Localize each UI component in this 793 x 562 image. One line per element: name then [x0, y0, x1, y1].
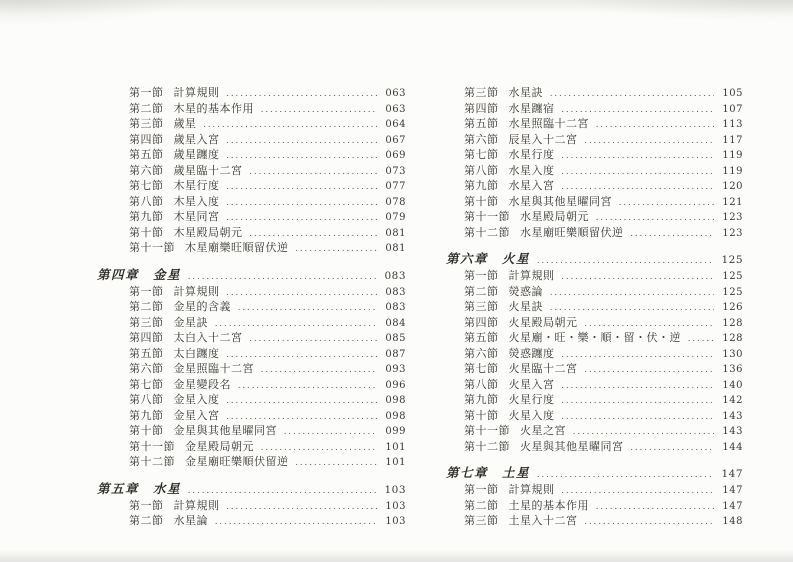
toc-row-number-label: 第十一節	[129, 440, 175, 453]
toc-row-title: 金星入度	[173, 394, 220, 406]
toc-row-number-label: 第一節	[129, 87, 164, 99]
toc-row-number-label: 第六節	[464, 347, 499, 360]
toc-row	[446, 146, 743, 162]
toc-row	[97, 193, 406, 209]
toc-row-page-number: 083	[385, 286, 406, 298]
toc-row-number-label: 第十節	[464, 195, 499, 208]
dot-leader	[631, 442, 715, 452]
toc-row-page-number: 098	[385, 395, 406, 406]
toc-row	[97, 314, 406, 330]
toc-row	[97, 115, 406, 131]
toc-row-page-number: 130	[722, 348, 743, 360]
toc-row-number-label: 第六節	[129, 164, 164, 177]
dot-leader	[585, 516, 715, 526]
toc-row	[97, 177, 406, 193]
toc-row-number-label: 第八節	[464, 378, 499, 391]
toc-row-page-number: 084	[385, 317, 406, 329]
toc-row	[446, 131, 743, 147]
toc-row	[97, 298, 406, 314]
toc-row	[446, 329, 743, 345]
toc-row	[97, 146, 406, 162]
toc-row-page-number: 083	[384, 269, 406, 282]
toc-row-page-number: 064	[385, 119, 406, 130]
toc-row	[446, 345, 743, 361]
toc-row-title: 火星廟・旺・樂・順・留・伏・逆	[508, 332, 681, 344]
dot-leader	[227, 181, 378, 191]
dot-leader	[227, 88, 378, 98]
toc-row-number-label: 第十一節	[464, 211, 510, 223]
toc-row-page-number: 125	[722, 286, 743, 298]
dot-leader	[562, 380, 715, 390]
dot-leader	[596, 501, 714, 511]
toc-row-number-label: 第八節	[129, 394, 164, 406]
toc-row-title: 水星訣	[508, 87, 543, 99]
toc-row	[446, 422, 743, 438]
toc-row-number-label: 第七節	[464, 149, 499, 161]
toc-row-title: 金星廟旺樂順伏留逆	[185, 456, 289, 468]
toc-row-number-label: 第七節	[129, 378, 164, 391]
dot-leader	[619, 197, 714, 207]
toc-row-number-label: 第七章	[446, 466, 489, 480]
dot-leader	[562, 485, 715, 495]
dot-leader	[215, 318, 377, 328]
toc-row-number-label: 第九節	[129, 409, 164, 422]
toc-row-number-label: 第五節	[129, 347, 164, 360]
dot-leader	[573, 426, 714, 436]
dot-leader	[261, 104, 377, 114]
toc-row	[446, 100, 743, 116]
toc-row-title: 計算規則	[173, 499, 220, 512]
dot-leader	[227, 287, 378, 297]
toc-row-number-label: 第十一節	[464, 425, 510, 437]
toc-row	[97, 162, 406, 178]
toc-row-title: 歲星	[173, 118, 197, 130]
toc-row-number-label: 第十節	[129, 425, 164, 437]
toc-row-number-label: 第十一節	[129, 242, 175, 254]
toc-row-number-label: 第三節	[129, 118, 164, 130]
toc-row-title: 木星同宮	[173, 211, 220, 223]
toc-row	[446, 391, 743, 407]
toc-row-number-label: 第六節	[129, 363, 164, 375]
toc-row-page-number: 063	[385, 103, 406, 115]
toc-row-page-number: 120	[722, 181, 743, 192]
toc-row-page-number: 147	[722, 500, 743, 512]
toc-row-title: 火星臨十二宮	[508, 363, 578, 375]
dot-leader	[562, 411, 715, 421]
toc-row	[446, 360, 743, 376]
toc-row-title: 計算規則	[508, 270, 555, 282]
toc-row-page-number: 103	[385, 500, 406, 512]
toc-row-page-number: 140	[722, 379, 743, 391]
toc-row-page-number: 081	[385, 243, 406, 254]
toc-row	[97, 283, 406, 299]
toc-row-number-label: 第十二節	[129, 456, 175, 468]
toc-row-number-label: 第三節	[464, 87, 499, 99]
toc-row-title: 火星與其他星曜同宮	[520, 440, 624, 453]
dot-leader	[227, 197, 378, 207]
toc-row-title: 火星入度	[508, 409, 555, 422]
toc-row-title: 太白入十二宮	[173, 332, 243, 344]
dot-leader	[562, 181, 715, 191]
toc-row-title: 金星變段名	[173, 378, 231, 391]
dot-leader	[296, 457, 378, 467]
dot-leader	[631, 228, 715, 238]
toc-row-title: 金星的含義	[173, 301, 231, 313]
toc-row	[97, 376, 406, 392]
toc-row	[446, 224, 743, 240]
dot-leader	[562, 150, 715, 160]
toc-row	[446, 249, 743, 266]
dot-leader	[596, 119, 714, 129]
toc-row-title: 火星之宮	[520, 425, 566, 437]
toc-row-page-number: 073	[385, 165, 406, 177]
toc-row-number-label: 第四節	[129, 133, 164, 146]
toc-row-title: 木星行度	[173, 180, 220, 192]
toc-row	[446, 407, 743, 423]
toc-row-title: 金星	[153, 267, 182, 282]
dot-leader	[296, 243, 378, 253]
toc-row-title: 歲星臨十二宮	[173, 164, 243, 177]
toc-row-number-label: 第一節	[129, 499, 164, 512]
toc-row-page-number: 101	[385, 441, 406, 453]
toc-row	[446, 463, 743, 480]
toc-row-number-label: 第三節	[129, 316, 164, 329]
dot-leader	[227, 212, 378, 222]
dot-leader	[204, 119, 378, 129]
toc-row-page-number: 119	[722, 165, 743, 177]
dot-leader	[215, 516, 377, 526]
toc-row	[446, 512, 743, 528]
toc-row-title: 木星入度	[173, 195, 220, 208]
toc-row-title: 水星行度	[508, 149, 555, 161]
toc-row-number-label: 第七節	[129, 180, 164, 192]
toc-row-title: 金星訣	[173, 316, 208, 329]
toc-row-page-number: 078	[385, 196, 406, 208]
dot-leader	[227, 501, 378, 511]
toc-row-number-label: 第五節	[464, 118, 499, 130]
toc-row	[97, 438, 406, 454]
toc-row-number-label: 第五節	[129, 149, 164, 161]
toc-row-page-number: 125	[722, 271, 743, 282]
toc-row-number-label: 第二節	[464, 285, 499, 298]
toc-row-page-number: 105	[722, 88, 743, 99]
toc-column-left	[97, 84, 406, 528]
toc-row-page-number: 085	[385, 333, 406, 344]
toc-row-page-number: 147	[722, 485, 743, 496]
toc-row	[97, 131, 406, 147]
toc-row-page-number: 077	[385, 181, 406, 192]
toc-row-number-label: 第十二節	[464, 226, 510, 239]
toc-row-number-label: 第六章	[446, 252, 489, 266]
toc-row-page-number: 079	[385, 212, 406, 223]
dot-leader	[250, 228, 378, 238]
dot-leader	[250, 166, 378, 176]
toc-row-title: 金星殿局朝元	[185, 440, 254, 453]
toc-row-number-label: 第三節	[464, 515, 499, 527]
toc-row-number-label: 第九節	[129, 211, 164, 223]
toc-row-page-number: 083	[385, 302, 406, 313]
dot-leader	[537, 255, 714, 265]
dot-leader	[585, 135, 715, 145]
toc-row-title: 水星躔宿	[508, 102, 555, 115]
toc-row-title: 水星入度	[508, 164, 555, 177]
toc-row	[97, 479, 406, 496]
toc-row	[97, 329, 406, 345]
toc-row-number-label: 第十節	[464, 409, 499, 422]
toc-row-title: 水星廟旺樂順留伏逆	[520, 226, 624, 239]
toc-row-title: 辰星入十二宮	[508, 133, 578, 146]
toc-row-page-number: 103	[385, 516, 406, 527]
toc-row	[446, 267, 743, 283]
toc-row-title: 水星殿局朝元	[520, 211, 589, 223]
dot-leader	[238, 380, 377, 390]
toc-row-page-number: 096	[385, 379, 406, 391]
toc-row-number-label: 第六節	[464, 133, 499, 146]
dot-leader	[596, 212, 714, 222]
scan-artifact-smudge	[0, 0, 180, 26]
toc-row-number-label: 第二節	[129, 301, 164, 313]
toc-column-right	[446, 84, 743, 528]
dot-leader	[227, 349, 378, 359]
toc-row-number-label: 第九節	[464, 394, 499, 406]
toc-row-title: 水星	[153, 481, 182, 496]
toc-row-page-number: 142	[722, 395, 743, 406]
toc-row-title: 熒惑躔度	[508, 347, 555, 360]
dot-leader	[227, 150, 378, 160]
toc-row	[446, 376, 743, 392]
dot-leader	[550, 287, 714, 297]
toc-row-title: 水星入宮	[508, 180, 555, 192]
toc-row-page-number: 067	[385, 134, 406, 146]
toc-row	[446, 193, 743, 209]
toc-row-title: 水星與其他星曜同宮	[508, 195, 612, 208]
toc-row-title: 計算規則	[173, 87, 220, 99]
toc-row-title: 計算規則	[173, 285, 220, 298]
toc-row-title: 木星殿局朝元	[173, 226, 243, 239]
dot-leader	[562, 349, 715, 359]
dot-leader	[227, 395, 378, 405]
dot-leader	[250, 333, 378, 343]
dot-leader	[550, 88, 714, 98]
toc-row-title: 木星廟樂旺順留伏逆	[185, 242, 289, 254]
toc-row	[97, 100, 406, 116]
toc-row-number-label: 第十二節	[464, 440, 510, 453]
toc-row-page-number: 103	[384, 483, 406, 496]
dot-leader	[585, 318, 715, 328]
toc-row	[97, 84, 406, 100]
toc-row	[446, 283, 743, 299]
toc-row-title: 太白躔度	[173, 347, 220, 360]
toc-row	[446, 208, 743, 224]
dot-leader	[284, 426, 377, 436]
toc-row-number-label: 第八節	[464, 164, 499, 177]
toc-row-page-number: 143	[722, 410, 743, 422]
toc-row-number-label: 第一節	[129, 285, 164, 298]
dot-leader	[550, 302, 714, 312]
toc-row-number-label: 第二節	[129, 515, 164, 527]
toc-row-number-label: 第十節	[129, 226, 164, 239]
toc-row	[97, 391, 406, 407]
toc-row-title: 水星論	[173, 515, 208, 527]
dot-leader	[562, 395, 715, 405]
toc-row	[446, 481, 743, 497]
toc-row-number-label: 第二節	[464, 499, 499, 512]
toc-row-page-number: 119	[722, 150, 743, 161]
toc-row-page-number: 101	[385, 457, 406, 468]
dot-leader	[688, 333, 714, 343]
toc-row-title: 火星入宮	[508, 378, 555, 391]
toc-row-page-number: 093	[385, 364, 406, 375]
toc-row-page-number: 148	[722, 516, 743, 527]
toc-row-title: 土星	[502, 466, 531, 480]
toc-row	[446, 162, 743, 178]
toc-row-page-number: 128	[722, 317, 743, 329]
toc-row	[446, 438, 743, 454]
toc-row-number-label: 第三節	[464, 301, 499, 313]
toc-row-page-number: 128	[722, 333, 743, 344]
dot-leader	[261, 442, 377, 452]
scan-artifact-smudge	[573, 0, 793, 22]
toc-row-number-label: 第五章	[97, 481, 140, 496]
toc-row-number-label: 第五節	[464, 332, 499, 344]
toc-row-page-number: 069	[385, 150, 406, 161]
toc-row	[97, 345, 406, 361]
toc-row-number-label: 第四節	[129, 332, 164, 344]
toc-row-title: 火星訣	[508, 301, 543, 313]
toc-row-number-label: 第一節	[464, 484, 499, 496]
toc-row-page-number: 113	[722, 119, 743, 130]
toc-row	[97, 239, 406, 255]
toc-row-page-number: 123	[722, 227, 743, 239]
toc-row-page-number: 117	[722, 134, 743, 146]
dot-leader	[562, 104, 715, 114]
toc-row-number-label: 第二節	[129, 102, 164, 115]
toc-row-title: 木星的基本作用	[173, 102, 254, 115]
scan-artifact-bottom-band	[0, 550, 793, 562]
toc-row-number-label: 第九節	[464, 180, 499, 192]
toc-row-title: 土星的基本作用	[508, 499, 589, 512]
dot-leader	[188, 271, 377, 281]
toc-row-title: 歲星入宮	[173, 133, 220, 146]
toc-row	[446, 84, 743, 100]
toc-row-number-label: 第四章	[97, 267, 140, 282]
dot-leader	[261, 364, 377, 374]
toc-row-page-number: 147	[721, 468, 743, 480]
toc-row	[97, 265, 406, 282]
toc-row-page-number: 098	[385, 410, 406, 422]
toc-row-page-number: 107	[722, 103, 743, 115]
toc-row-number-label: 第八節	[129, 195, 164, 208]
toc-row-number-label: 第一節	[464, 270, 499, 282]
toc-row-number-label: 第四節	[464, 102, 499, 115]
dot-leader	[238, 302, 377, 312]
toc-row-page-number: 144	[722, 441, 743, 453]
toc-row-page-number: 087	[385, 348, 406, 360]
toc-row-title: 金星照臨十二宮	[173, 363, 254, 375]
toc-row-page-number: 143	[722, 426, 743, 437]
dot-leader	[562, 166, 715, 176]
toc-row-page-number: 121	[722, 196, 743, 208]
toc-row-page-number: 123	[722, 212, 743, 223]
toc-row-title: 水星照臨十二宮	[508, 118, 589, 130]
dot-leader	[227, 135, 378, 145]
toc-row	[97, 360, 406, 376]
toc-row-title: 熒惑論	[508, 285, 543, 298]
toc-row	[97, 407, 406, 423]
toc-row	[97, 512, 406, 528]
toc-row-title: 歲星躔度	[173, 149, 220, 161]
toc-row-number-label: 第四節	[464, 316, 499, 329]
toc-row-title: 火星行度	[508, 394, 555, 406]
dot-leader	[537, 469, 714, 479]
toc-row-title: 土星入十二宮	[508, 515, 578, 527]
toc-row	[97, 453, 406, 469]
dot-leader	[562, 271, 715, 281]
toc-row	[446, 497, 743, 513]
toc-row-page-number: 063	[385, 88, 406, 99]
toc-row	[97, 497, 406, 513]
toc-row-title: 金星入宮	[173, 409, 220, 422]
toc-row	[97, 224, 406, 240]
toc-row-page-number: 126	[722, 302, 743, 313]
toc-row-title: 火星	[502, 252, 531, 266]
toc-row-page-number: 125	[721, 254, 743, 266]
toc-row-page-number: 081	[385, 227, 406, 239]
dot-leader	[188, 485, 377, 495]
toc-row-number-label: 第七節	[464, 363, 499, 375]
toc-row	[97, 422, 406, 438]
toc-row	[446, 298, 743, 314]
toc-row	[446, 115, 743, 131]
dot-leader	[585, 364, 715, 374]
toc-row-title: 計算規則	[508, 484, 555, 496]
dot-leader	[227, 411, 378, 421]
toc-row	[97, 208, 406, 224]
toc-row-title: 金星與其他星曜同宮	[173, 425, 277, 437]
toc-row	[446, 314, 743, 330]
toc-row-page-number: 099	[385, 426, 406, 437]
toc-row-page-number: 136	[722, 364, 743, 375]
toc-row-title: 火星殿局朝元	[508, 316, 578, 329]
toc-row	[446, 177, 743, 193]
